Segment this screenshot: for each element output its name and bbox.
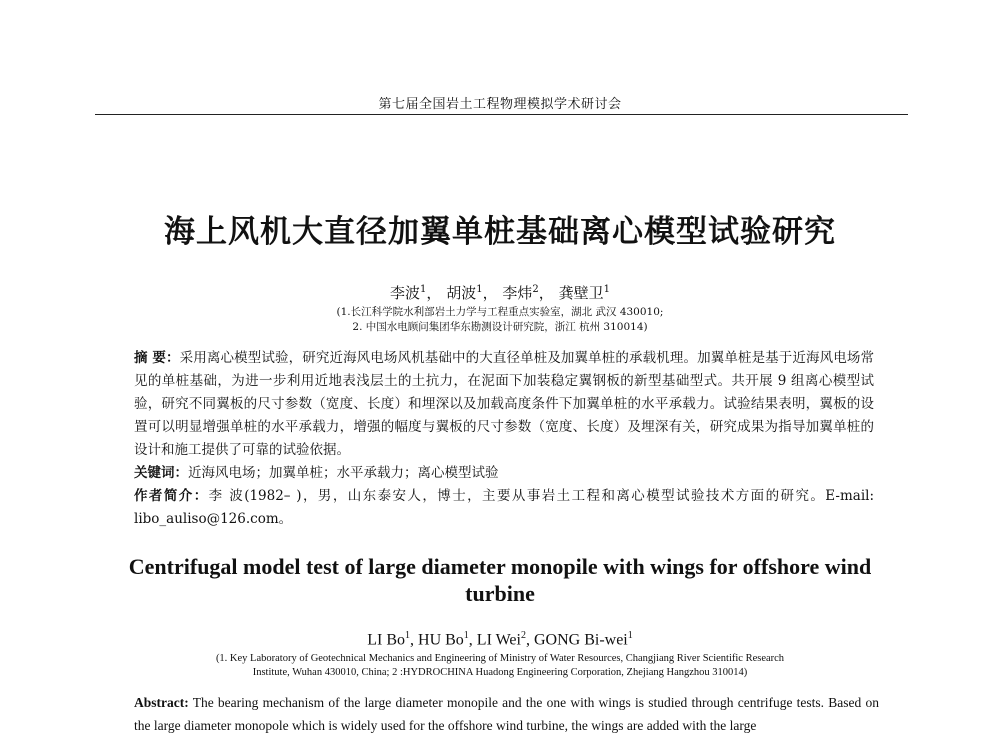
author-intro-label: 作者简介： <box>134 488 209 504</box>
author-separator: , <box>525 631 534 649</box>
author-intro-text: 李 波(1982– )，男，山东泰安人，博士，主要从事岩土工程和离心模型试验技术方面的研究。E-mail: libo_auliso@126.com。 <box>134 488 875 527</box>
author-name: LI Wei <box>476 631 521 649</box>
author-name: 李炜 <box>502 284 533 302</box>
abstract-label: Abstract: <box>134 695 189 710</box>
author-name: 龚壁卫 <box>558 284 604 302</box>
author-affil-mark: 2 <box>532 284 539 295</box>
author-affil-mark: 1 <box>603 284 610 295</box>
chinese-affiliation-line: (1.长江科学院水利部岩土力学与工程重点实验室，湖北 武汉 430010; <box>336 306 664 318</box>
english-abstract <box>134 691 879 737</box>
author-name: HU Bo <box>418 631 464 649</box>
author-separator: ， <box>538 284 554 302</box>
author-affil-mark: 1 <box>405 630 411 641</box>
abstract-text: The bearing mechanism of the large diameter monopile and the one with wings is studied through centrifuge tests. Based on the large diameter monopole which is widely used for the offshore wind turbine, the wings are added with the large <box>134 695 879 733</box>
english-abstract-block <box>134 691 879 737</box>
chinese-abstract-block <box>134 347 874 531</box>
author-affil-mark: 1 <box>420 284 427 295</box>
abstract-text: 采用离心模型试验，研究近海风电场风机基础中的大直径单桩及加翼单桩的承载机理。加翼单桩是基于近海风电场常见的单桩基础，为进一步利用近地表浅层土的土抗力，在泥面下加装稳定翼钢板的新型基础型式。共开展 9 组离心模型试验，研究不同翼板的尺寸参数（宽度、长度）和埋深以及加载高度条件下加翼单桩的水平承载力。试验结果表明，翼板的设置可以明显增强单桩的水平承载力，增强的幅度与翼板的尺寸参数（宽度、长度）及埋深有关，研究成果为指导加翼单桩的设计和施工提供了可靠的试验依据。 <box>134 350 875 458</box>
author-affil-mark: 1 <box>463 630 469 641</box>
english-affiliation-line: Institute, Wuhan 430010, China; 2 :HYDROCHINA Huadong Engineering Corporation, Zhejiang Hangzhou 310014) <box>252 667 748 678</box>
author-affil-mark: 2 <box>520 630 526 641</box>
author-separator: ， <box>482 284 498 302</box>
keywords-label: 关键词： <box>134 465 188 481</box>
chinese-abstract <box>134 347 874 462</box>
chinese-title: 海上风机大直径加翼单桩基础离心模型试验研究 <box>164 214 836 250</box>
english-authors <box>0 630 1000 649</box>
english-title: Centrifugal model test of large diameter monopile with wings for offshore wind turbine <box>128 554 872 606</box>
author-name: LI Bo <box>367 631 406 649</box>
header-rule <box>95 114 908 115</box>
author-separator: , <box>468 631 477 649</box>
abstract-label: 摘 要： <box>134 350 180 366</box>
author-affil-mark: 1 <box>627 630 633 641</box>
author-affil-mark: 1 <box>476 284 483 295</box>
english-affiliation-line: (1. Key Laboratory of Geotechnical Mechanics and Engineering of Ministry of Water Resources, Changjiang River Scientific Research <box>215 653 785 664</box>
author-name: 李波 <box>390 284 421 302</box>
author-intro <box>134 485 874 531</box>
running-header: 第七届全国岩土工程物理模拟学术研讨会 <box>378 97 622 112</box>
chinese-affiliation-line: 2. 中国水电顾问集团华东勘测设计研究院，浙江 杭州 310014) <box>352 321 648 333</box>
chinese-authors <box>0 282 1000 303</box>
chinese-keywords <box>134 462 874 485</box>
author-separator: , <box>410 631 419 649</box>
author-separator: ， <box>426 284 442 302</box>
author-name: 胡波 <box>446 284 477 302</box>
author-name: GONG Bi-wei <box>533 631 628 649</box>
keywords-text: 近海风电场；加翼单桩；水平承载力；离心模型试验 <box>188 465 499 481</box>
